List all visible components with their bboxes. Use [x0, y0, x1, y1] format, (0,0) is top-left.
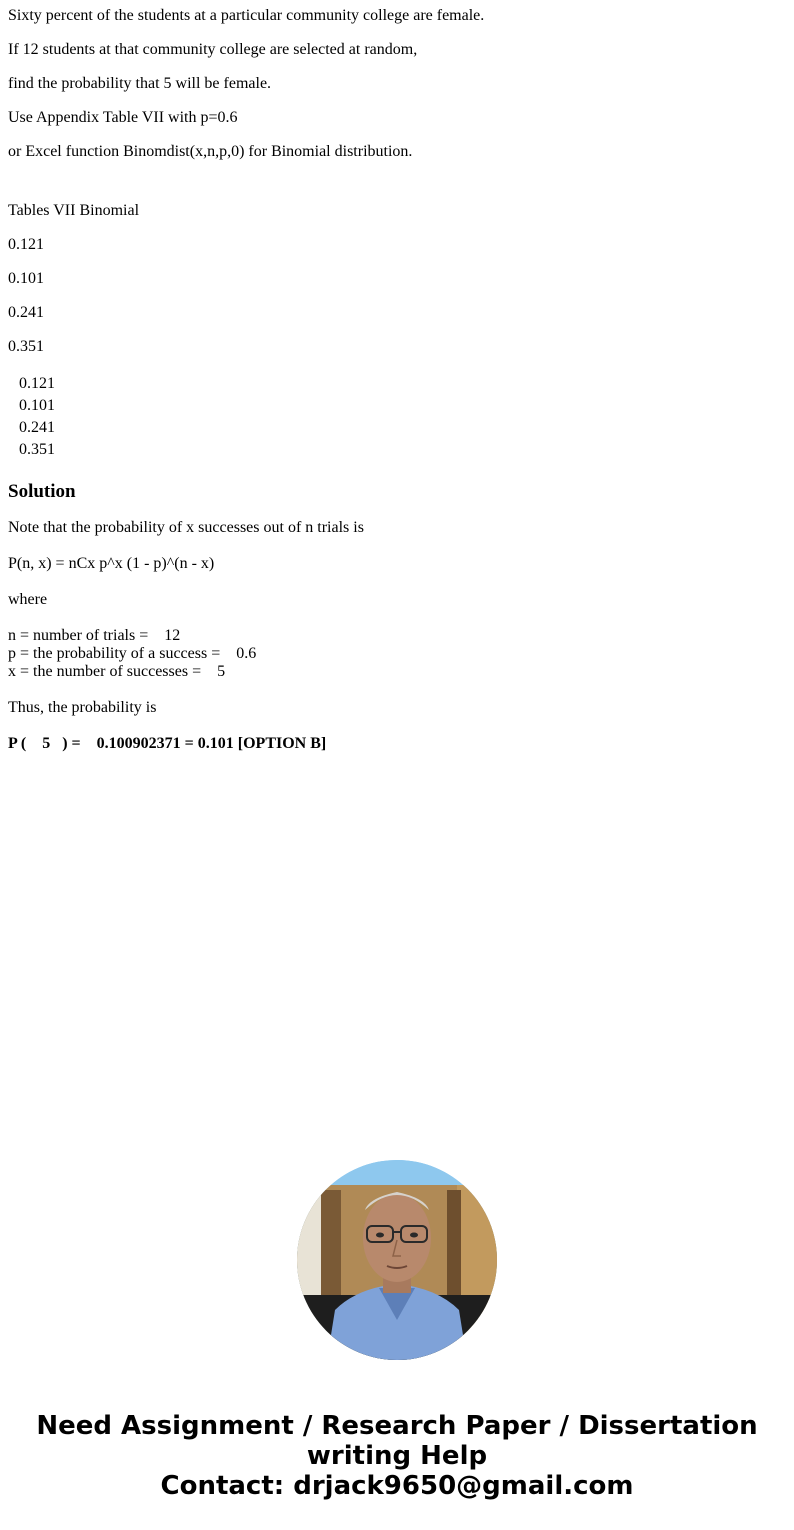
option-text: 0.241	[8, 304, 44, 321]
answer-choice: 0.121	[19, 375, 55, 392]
question-line: If 12 students at that community college are selected at random,	[8, 41, 418, 58]
option-text: 0.351	[8, 338, 44, 355]
question-line: Sixty percent of the students at a particular community college are female.	[8, 7, 485, 24]
answer-choice: 0.351	[19, 441, 55, 458]
solution-heading: Solution	[8, 481, 76, 502]
solution-result: P ( 5 ) = 0.100902371 = 0.101 [OPTION B]	[8, 735, 327, 752]
question-line: find the probability that 5 will be female.	[8, 75, 272, 92]
variable-line: x = the number of successes = 5	[8, 663, 226, 680]
question-line: Use Appendix Table VII with p=0.6	[8, 109, 238, 126]
solution-thus: Thus, the probability is	[8, 699, 157, 716]
solution-formula: P(n, x) = nCx p^x (1 - p)^(n - x)	[8, 555, 215, 572]
person-photo-icon	[297, 1160, 497, 1360]
variable-line: n = number of trials = 12	[8, 627, 181, 644]
footer-line: writing Help	[306, 1441, 488, 1471]
footer-line: Need Assignment / Research Paper / Dissertation	[36, 1411, 758, 1441]
option-text: 0.101	[8, 270, 44, 287]
variable-line: p = the probability of a success = 0.6	[8, 645, 257, 662]
footer-contact: Contact: drjack9650@gmail.com	[160, 1471, 634, 1501]
avatar	[297, 1160, 497, 1360]
answer-choice: 0.241	[19, 419, 55, 436]
question-block	[8, 7, 786, 461]
table-label: Tables VII Binomial	[8, 202, 140, 219]
answer-choice: 0.101	[19, 397, 55, 414]
solution-block	[8, 481, 786, 753]
solution-variables	[8, 627, 786, 681]
solution-intro: Note that the probability of x successes out of n trials is	[8, 519, 364, 536]
option-text: 0.121	[8, 236, 44, 253]
solution-where: where	[8, 591, 48, 608]
answer-choices	[8, 373, 786, 461]
document-body	[0, 7, 794, 753]
footer-promo	[0, 1411, 794, 1501]
question-line: or Excel function Binomdist(x,n,p,0) for Binomial distribution.	[8, 143, 413, 160]
